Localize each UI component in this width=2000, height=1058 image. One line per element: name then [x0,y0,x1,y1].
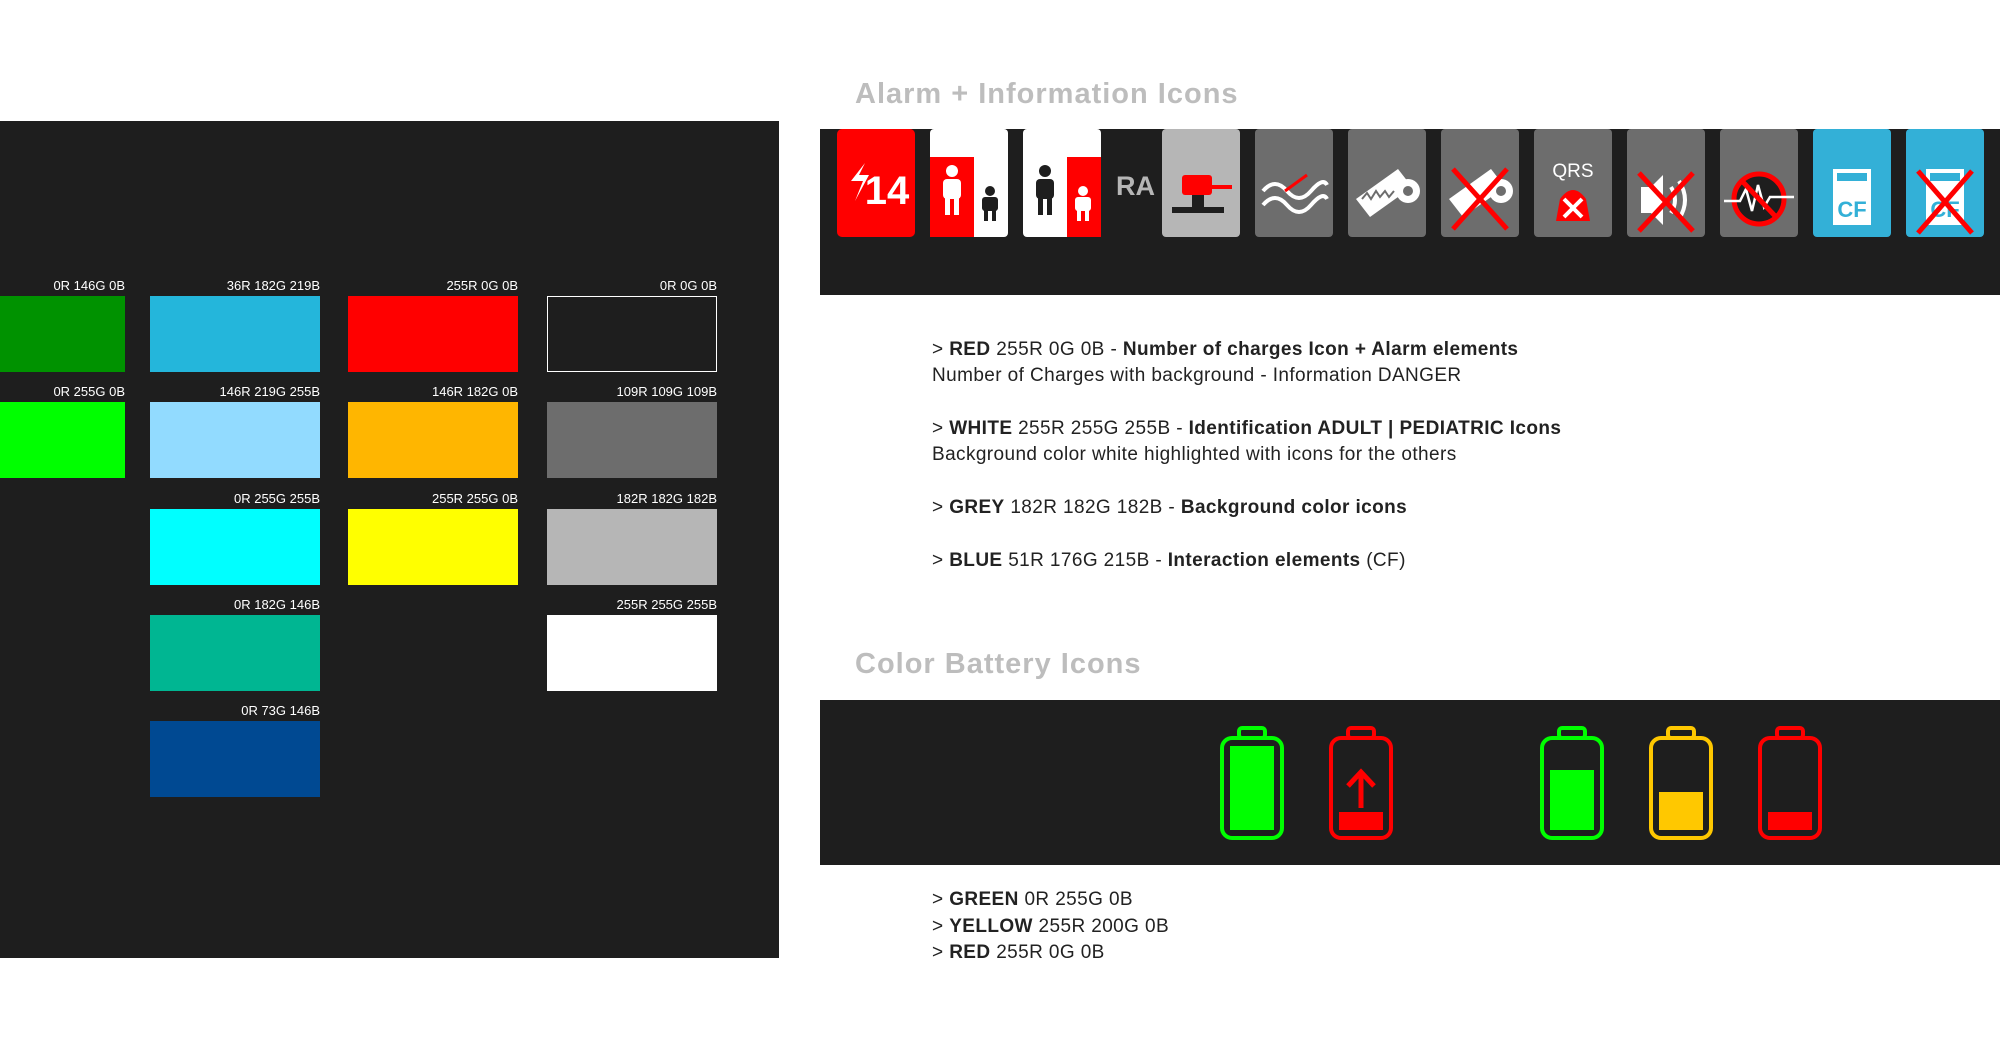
battery-icons-heading: Color Battery Icons [855,648,1142,680]
qrs-label: QRS [1552,161,1594,182]
swatch-chip [348,509,518,585]
adult-highlighted-icon [930,129,1008,237]
usage-subtitle: Background color white highlighted with icons for the others [932,444,1457,465]
pediatric-highlighted-icon [1023,129,1101,237]
color-name: BLUE [949,550,1003,571]
lightning-charges-icon [837,129,915,237]
desc-prefix: > [932,550,950,571]
battery-charging-red-icon [1328,726,1394,846]
legend-color-name: YELLOW [949,915,1033,937]
swatch-sky-blue [150,278,320,375]
swatch-label: 146R 182G 0B [431,384,518,399]
usage-tail: (CF) [1360,550,1406,571]
legend-prefix: > [932,942,950,963]
battery-yellow-icon [1648,726,1714,846]
color-name: WHITE [949,418,1013,439]
swatch-label: 0R 255G 255B [233,491,320,506]
swatch-chip [150,402,320,478]
swatch-chip [348,402,518,478]
ecg-lead-off-icon [1255,129,1333,237]
swatch-green-dark [0,278,125,375]
alarm-icons-heading: Alarm + Information Icons [855,78,1239,110]
swatch-chip [150,721,320,797]
swatch-chip [547,402,717,478]
sound-muted-icon [1627,129,1705,237]
swatch-teal [150,597,320,694]
swatch-label: 0R 146G 0B [53,278,125,293]
battery-red-icon [1757,726,1823,846]
white-description [932,416,1561,468]
cf-card-icon[interactable] [1813,129,1891,237]
swatch-chip [150,296,320,372]
swatch-label: 0R 255G 0B [53,384,125,399]
alarm-icon-strip [820,129,2000,295]
usage-title: Number of charges Icon + Alarm elements [1122,339,1519,360]
swatch-label: 0R 0G 0B [659,278,717,293]
usage-subtitle: Number of Charges with background - Information DANGER [932,365,1462,386]
swatch-red [348,278,518,375]
color-palette-panel [0,121,779,958]
swatch-label: 255R 255G 0B [431,491,518,506]
swatch-label: 255R 255G 255B [616,597,717,612]
swatch-white [547,597,717,694]
legend-color-value: 0R 255G 0B [1018,889,1134,910]
swatch-label: 0R 182G 146B [233,597,320,612]
swatch-label: 109R 109G 109B [616,384,717,399]
desc-prefix: > [932,418,950,439]
swatch-label: 0R 73G 146B [241,703,320,718]
swatch-light-grey [547,491,717,588]
legend-color-name: GREEN [949,889,1019,910]
usage-title: Interaction elements [1167,550,1361,571]
swatch-navy [150,703,320,800]
legend-prefix: > [932,889,950,910]
swatch-chip [547,615,717,691]
legend-color-name: RED [949,942,991,963]
charges-number: 14 [864,169,910,213]
swatch-orange [348,384,518,481]
battery-icon-strip [820,700,2000,865]
swatch-chip [150,615,320,691]
swatch-dark-grey [547,384,717,481]
swatch-cyan [150,491,320,588]
cf-label: CF [1837,197,1867,222]
swatch-chip [547,296,717,372]
color-name: GREY [949,497,1005,518]
battery-color-legend [932,887,1169,967]
legend-prefix: > [932,915,950,937]
swatch-label: 146R 219G 255B [219,384,320,399]
usage-title: Identification ADULT | PEDIATRIC Icons [1188,418,1562,439]
desc-prefix: > [932,497,950,518]
legend-color-value: 255R 200G 0B [1032,915,1170,937]
paper-roll-icon [1348,129,1426,237]
qrs-alarm-off-icon [1534,129,1612,237]
swatch-black [547,278,717,375]
no-ecg-signal-icon [1720,129,1798,237]
color-value: 182R 182G 182B - [1004,497,1181,518]
legend-color-value: 255R 0G 0B [990,942,1105,963]
cf-label: CF [1930,197,1960,222]
swatch-light-blue [150,384,320,481]
legend-green [932,887,1169,914]
cf-card-missing-icon[interactable] [1906,129,1984,237]
red-description [932,337,1518,389]
blue-description [932,548,1406,574]
color-value: 51R 176G 215B - [1002,550,1168,571]
swatch-label: 255R 0G 0B [446,278,518,293]
color-value: 255R 255G 255B - [1012,418,1189,439]
swatch-chip [0,296,125,372]
paper-out-icon [1441,129,1519,237]
swatch-label: 36R 182G 219B [226,278,320,293]
swatch-yellow [348,491,518,588]
ra-electrode-icon [1162,129,1240,237]
color-name: RED [949,339,991,360]
swatch-chip [547,509,717,585]
grey-description [932,495,1407,521]
battery-green-icon [1539,726,1605,846]
swatch-chip [348,296,518,372]
legend-red [932,940,1169,967]
swatch-chip [0,402,125,478]
desc-prefix: > [932,339,950,360]
swatch-label: 182R 182G 182B [616,491,717,506]
swatch-chip [150,509,320,585]
battery-full-green-icon [1219,726,1285,846]
usage-title: Background color icons [1180,497,1408,518]
legend-yellow [932,914,1169,941]
ra-label: RA [1116,171,1155,201]
color-value: 255R 0G 0B - [990,339,1123,360]
swatch-green-bright [0,384,125,481]
